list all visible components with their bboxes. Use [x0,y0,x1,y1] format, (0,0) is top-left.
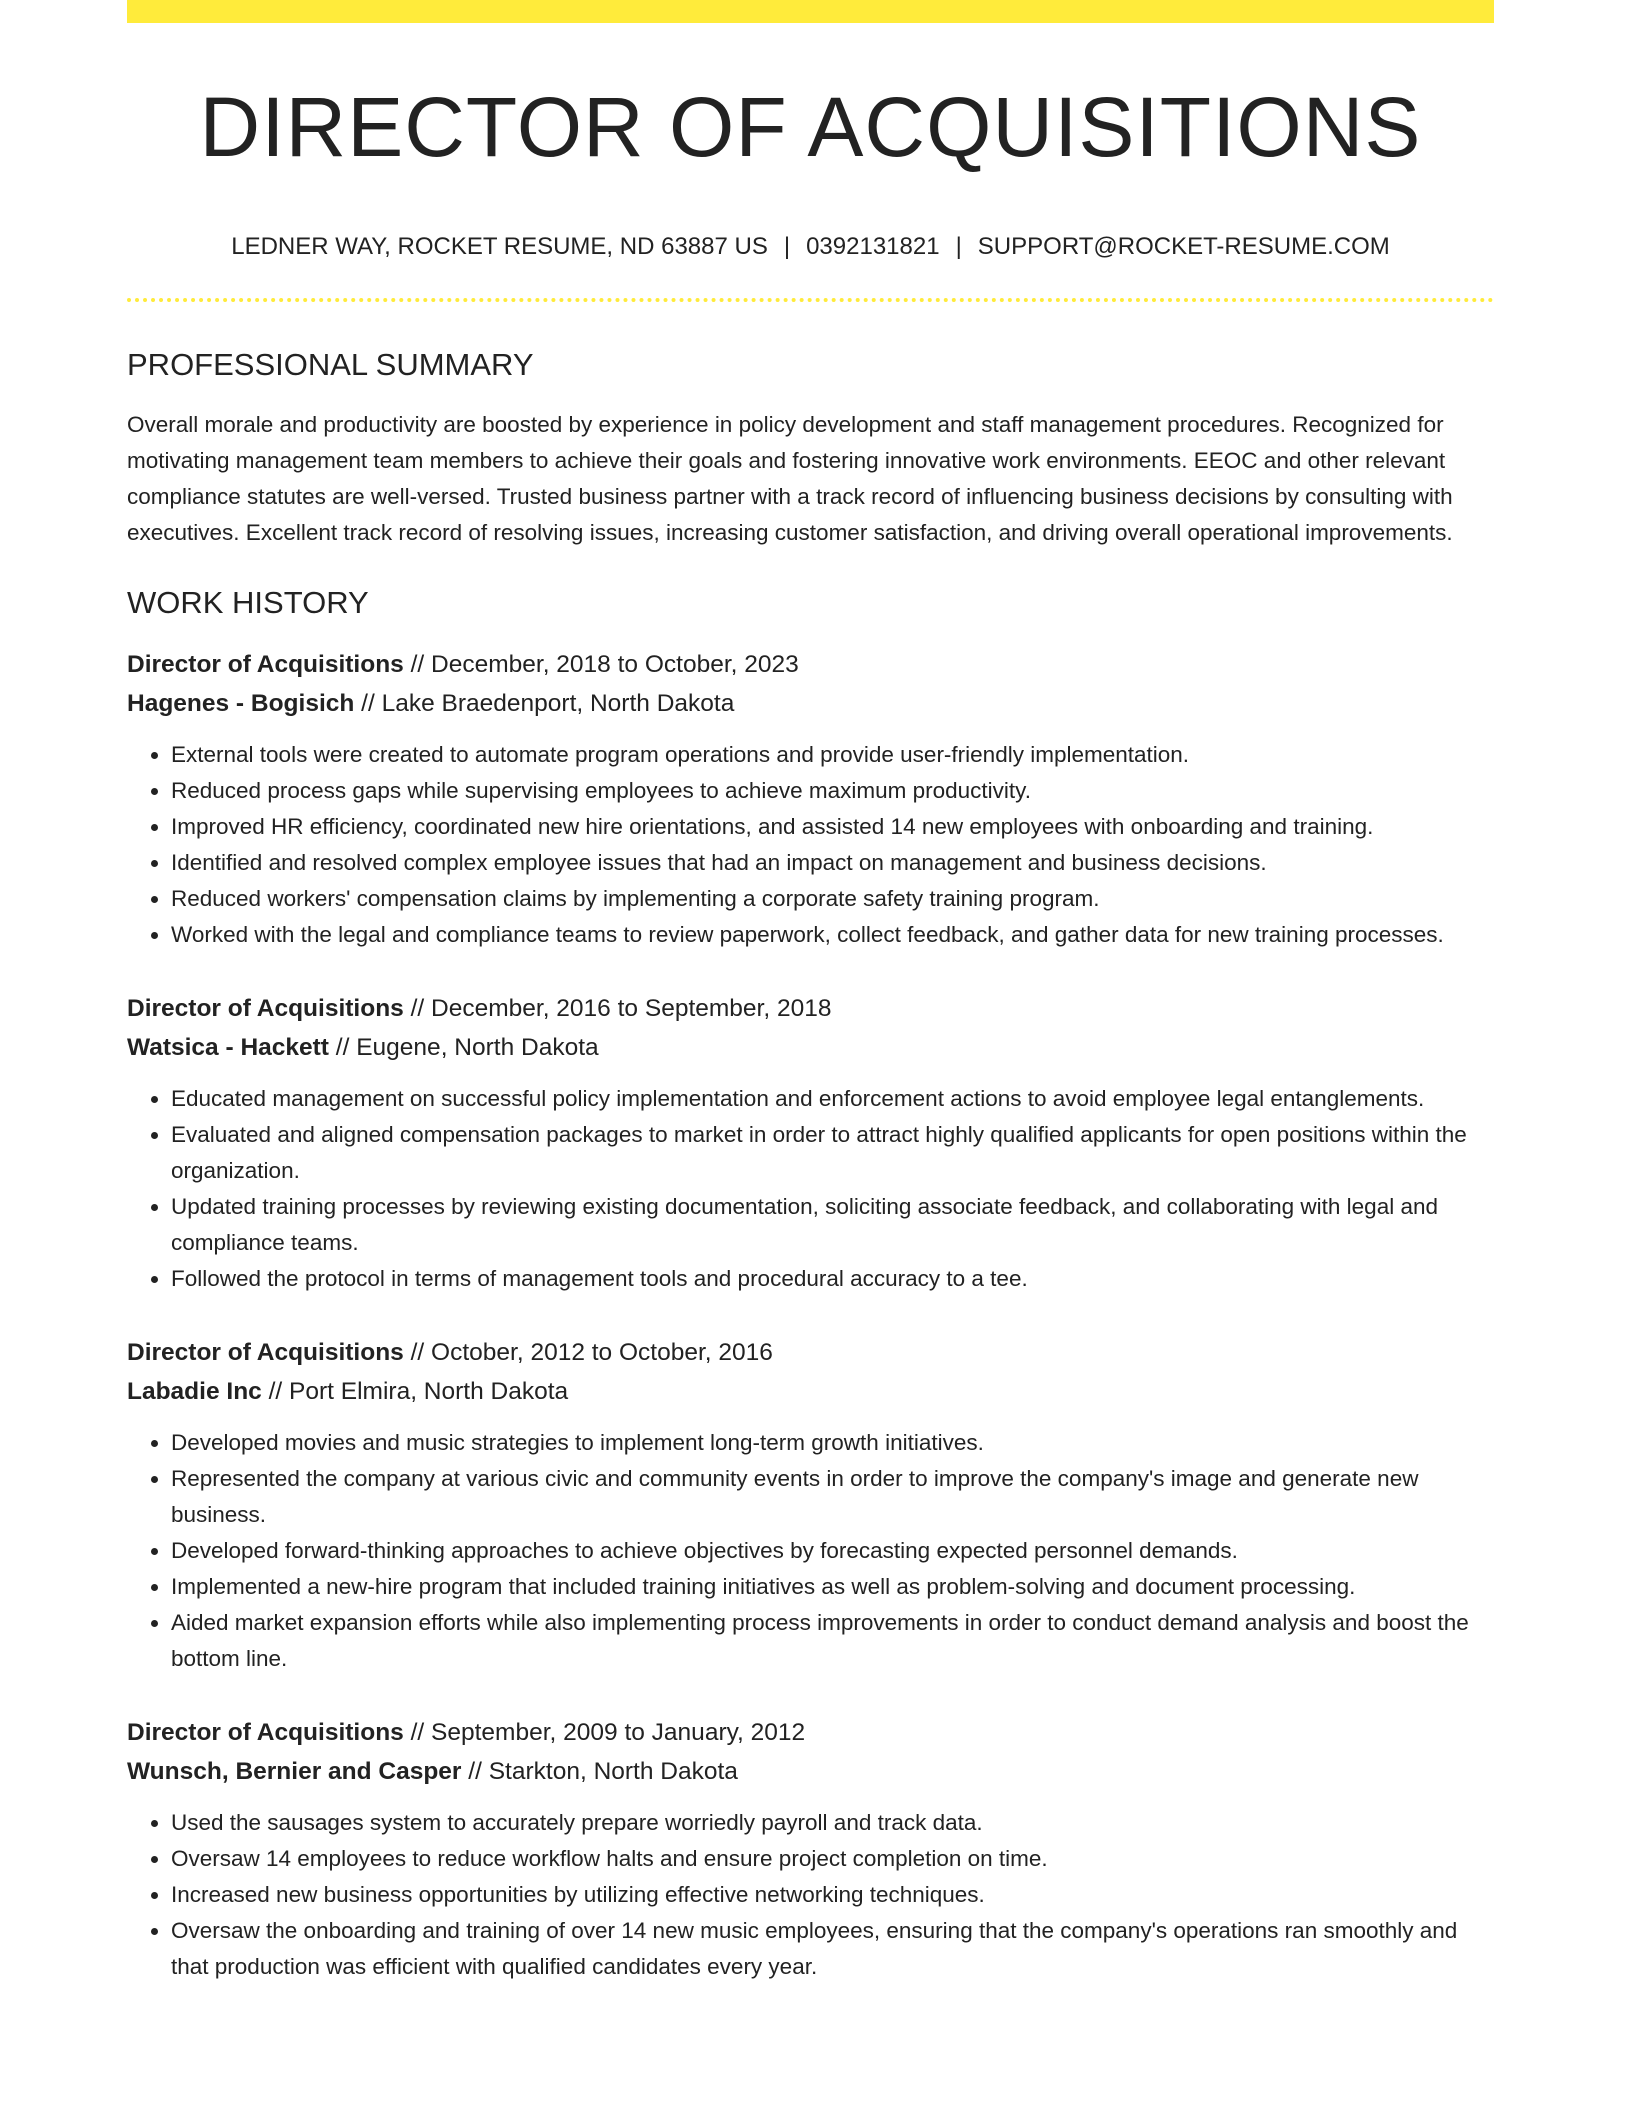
job-duties-list [127,1425,1494,1677]
job-location: // Starkton, North Dakota [468,1758,738,1786]
job-company-line [127,1752,1494,1791]
duty-item: • External tools were created to automate program operations and provide user-friendly implementation. [171,737,1494,773]
job-title-line [127,989,1494,1028]
job-duties-list [127,1805,1494,1985]
job-location: // Eugene, North Dakota [335,1034,599,1062]
duty-item: • Reduced workers' compensation claims by implementing a corporate safety training program. [171,881,1494,917]
job-company-line [127,684,1494,723]
duty-item: • Oversaw 14 employees to reduce workflow halts and ensure project completion on time. [171,1841,1494,1877]
job-title: Director of Acquisitions [127,1339,404,1367]
duty-item: • Oversaw the onboarding and training of over 14 new music employees, ensuring that the company's operations ran smoothly and that production was efficient with qualified candidates every year. [171,1913,1494,1985]
job-company: Labadie Inc [127,1378,262,1406]
resume-page [127,0,1494,1985]
summary-paragraph: Overall morale and productivity are boosted by experience in policy development and staff management procedures. Recognized for motivating management team members to achieve their goals and fostering innovative work environments. EEOC and other relevant compliance statutes are well-versed. Trusted business partner with a track record of influencing business decisions by consulting with executives. Excellent track record of resolving issues, increasing customer satisfaction, and driving overall operational improvements. [127,412,1453,546]
contact-phone: 0392131821 [806,233,940,261]
job-entry [127,1713,1494,1985]
duty-item: • Educated management on successful policy implementation and enforcement actions to avoid employee legal entanglements. [171,1081,1494,1117]
duty-item: • Followed the protocol in terms of management tools and procedural accuracy to a tee. [171,1261,1494,1297]
job-title: Director of Acquisitions [127,651,404,679]
duty-item: • Used the sausages system to accurately prepare worriedly payroll and track data. [171,1805,1494,1841]
contact-address: LEDNER WAY, ROCKET RESUME, ND 63887 US [231,233,768,261]
job-company-line [127,1028,1494,1067]
duty-item: • Updated training processes by reviewing existing documentation, soliciting associate feedback, and collaborating with legal and compliance teams. [171,1189,1494,1261]
work-history-heading: WORK HISTORY [127,585,369,621]
duty-item: • Increased new business opportunities by utilizing effective networking techniques. [171,1877,1494,1913]
contact-separator: | [783,233,791,261]
job-location: // Port Elmira, North Dakota [268,1378,569,1406]
duty-item: • Reduced process gaps while supervising employees to achieve maximum productivity. [171,773,1494,809]
duty-item: • Aided market expansion efforts while also implementing process improvements in order to conduct demand analysis and boost the bottom line. [171,1605,1494,1677]
dotted-divider [127,298,1494,302]
accent-bar [127,0,1494,23]
job-title-line [127,1713,1494,1752]
duty-item: • Worked with the legal and compliance teams to review paperwork, collect feedback, and gather data for new training processes. [171,917,1494,953]
job-title: Director of Acquisitions [127,1719,404,1747]
duty-item: • Developed forward-thinking approaches to achieve objectives by forecasting expected personnel demands. [171,1533,1494,1569]
job-title-line [127,1333,1494,1372]
contact-line [127,233,1494,262]
resume-name: DIRECTOR OF ACQUISITIONS [199,80,1422,174]
job-location: // Lake Braedenport, North Dakota [361,690,735,718]
job-title-line [127,645,1494,684]
contact-email: SUPPORT@ROCKET-RESUME.COM [977,233,1390,261]
job-entry [127,1333,1494,1677]
duty-item: • Developed movies and music strategies to implement long-term growth initiatives. [171,1425,1494,1461]
job-duties-list [127,737,1494,953]
duty-item: • Implemented a new-hire program that included training initiatives as well as problem-solving and document processing. [171,1569,1494,1605]
job-entry [127,989,1494,1297]
job-company: Wunsch, Bernier and Casper [127,1758,462,1786]
summary-heading: PROFESSIONAL SUMMARY [127,346,534,382]
duty-item: • Identified and resolved complex employee issues that had an impact on management and business decisions. [171,845,1494,881]
job-dates: // December, 2018 to October, 2023 [410,651,799,679]
duty-item: • Evaluated and aligned compensation packages to market in order to attract highly qualified applicants for open positions within the organization. [171,1117,1494,1189]
job-dates: // October, 2012 to October, 2016 [410,1339,773,1367]
job-company: Watsica - Hackett [127,1034,329,1062]
job-company-line [127,1372,1494,1411]
job-dates: // December, 2016 to September, 2018 [410,995,832,1023]
job-title: Director of Acquisitions [127,995,404,1023]
job-duties-list [127,1081,1494,1297]
contact-separator: | [955,233,962,261]
job-dates: // September, 2009 to January, 2012 [410,1719,806,1747]
job-company: Hagenes - Bogisich [127,690,355,718]
duty-item: • Improved HR efficiency, coordinated new hire orientations, and assisted 14 new employees with onboarding and training. [171,809,1494,845]
job-entry [127,645,1494,953]
duty-item: • Represented the company at various civic and community events in order to improve the company's image and generate new business. [171,1461,1494,1533]
